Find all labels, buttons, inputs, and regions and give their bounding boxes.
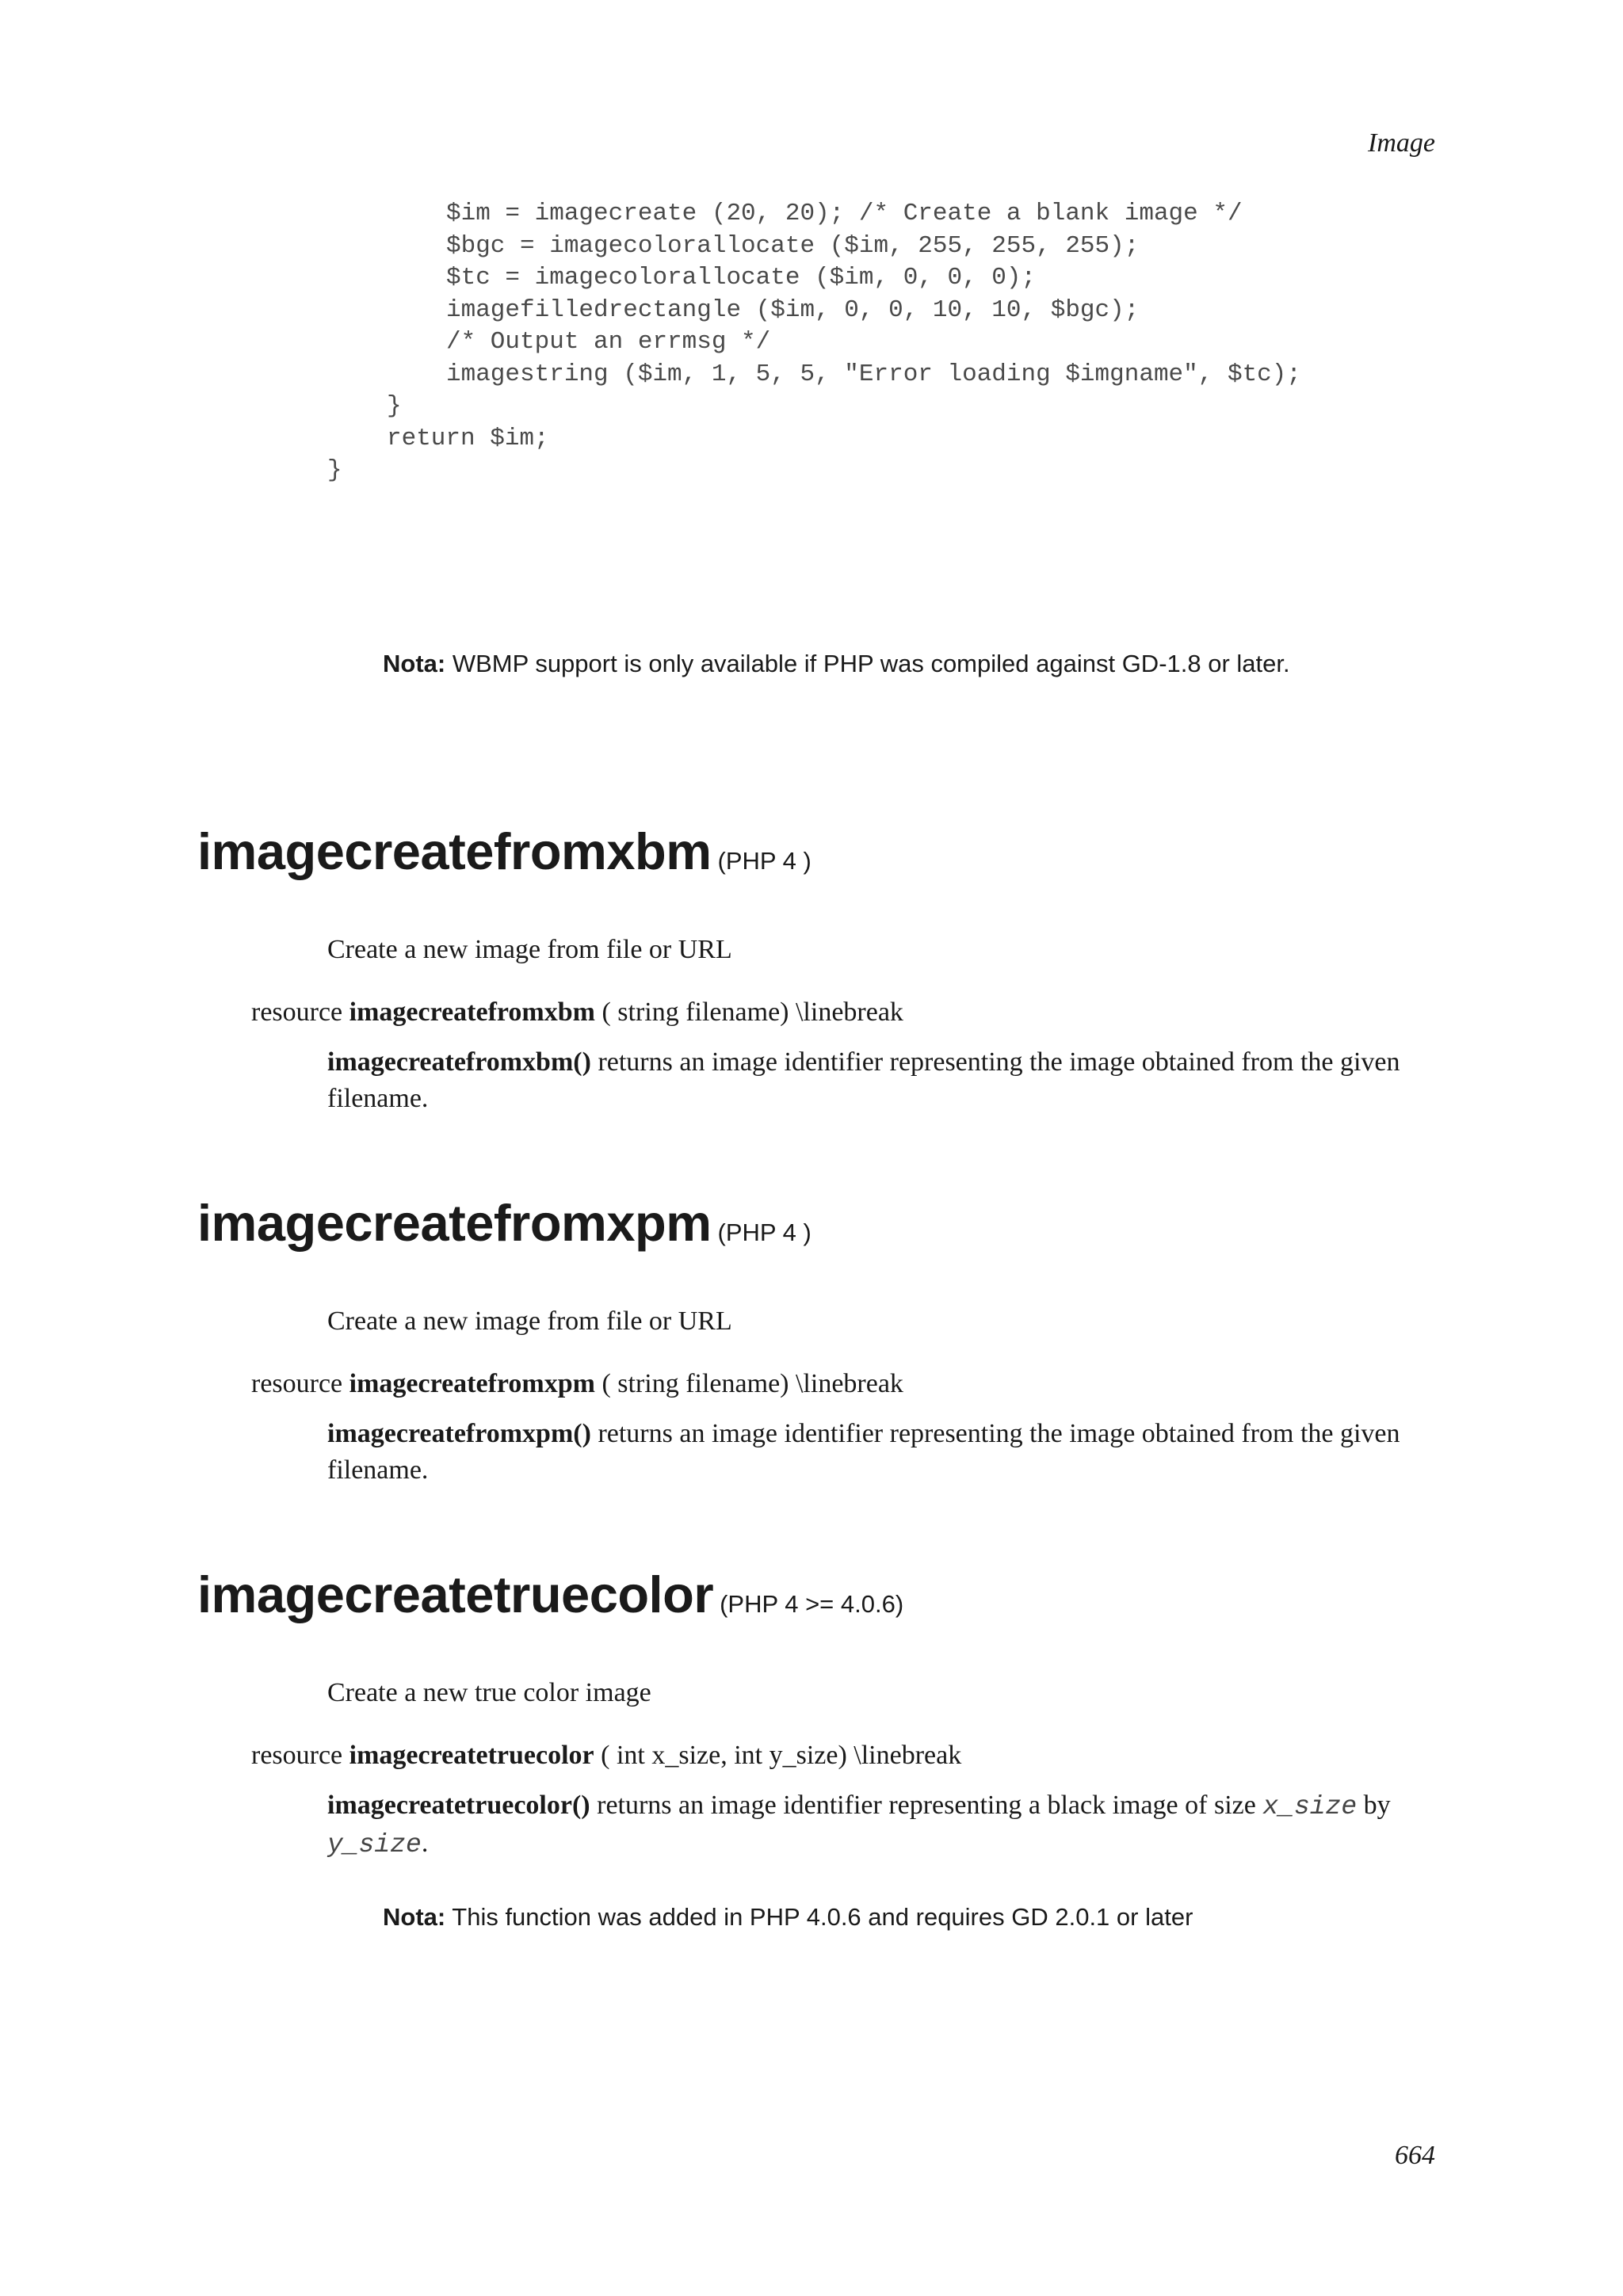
code-line: imagestring ($im, 1, 5, 5, "Error loading $imgname", $tc); <box>446 360 1301 388</box>
code-line: $bgc = imagecolorallocate ($im, 255, 255, 255); <box>446 231 1140 260</box>
function-synopsis <box>251 1741 961 1771</box>
synopsis-args: ( string filename) \linebreak <box>594 1369 903 1398</box>
return-type: resource <box>251 1741 343 1770</box>
code-line: } <box>387 392 402 420</box>
synopsis-args: ( int x_size, int y_size) \linebreak <box>594 1741 962 1770</box>
note-label: Nota: <box>383 1903 446 1931</box>
note-text: This function was added in PHP 4.0.6 and requires GD 2.0.1 or later <box>445 1903 1193 1931</box>
function-version: (PHP 4 ) <box>717 847 812 875</box>
code-line: } <box>327 456 342 484</box>
function-title <box>197 1565 903 1624</box>
desc-function-name: imagecreatefromxbm() <box>327 1047 591 1077</box>
note-wbmp <box>383 650 1290 678</box>
note-label: Nota: <box>383 650 446 677</box>
desc-function-name: imagecreatefromxpm() <box>327 1419 591 1448</box>
synopsis-args: ( string filename) \linebreak <box>594 997 903 1027</box>
function-name: imagecreatetruecolor <box>197 1566 714 1623</box>
code-line: /* Output an errmsg */ <box>446 328 771 356</box>
code-line: return $im; <box>387 424 549 452</box>
function-title <box>197 822 812 881</box>
function-description <box>327 1787 1445 1863</box>
function-description <box>327 1044 1445 1117</box>
function-synopsis <box>251 997 903 1028</box>
return-type: resource <box>251 1369 343 1398</box>
code-line: $im = imagecreate (20, 20); /* Create a blank image */ <box>446 200 1243 227</box>
desc-text: by <box>1357 1791 1391 1820</box>
desc-function-name: imagecreatetruecolor() <box>327 1791 590 1820</box>
function-name: imagecreatefromxpm <box>197 1194 712 1252</box>
function-purpose: Create a new true color image <box>327 1678 651 1707</box>
code-block <box>327 198 1301 487</box>
desc-text: returns an image identifier representing the image obtained from the given filename. <box>327 1419 1400 1485</box>
synopsis-function-name: imagecreatefromxbm <box>349 997 595 1027</box>
desc-text: . <box>421 1829 429 1858</box>
function-version: (PHP 4 >= 4.0.6) <box>720 1590 904 1618</box>
code-line: imagefilledrectangle ($im, 0, 0, 10, 10, $bgc); <box>446 296 1140 324</box>
function-purpose: Create a new image from file or URL <box>327 935 732 964</box>
param-x-size: x_size <box>1262 1792 1358 1821</box>
function-description <box>327 1416 1445 1489</box>
function-name: imagecreatefromxbm <box>197 822 712 880</box>
desc-text: returns an image identifier representing a black image of size <box>590 1791 1263 1820</box>
code-line: $tc = imagecolorallocate ($im, 0, 0, 0); <box>446 264 1037 292</box>
running-header: Image <box>1368 128 1435 158</box>
desc-text: returns an image identifier representing the image obtained from the given filename. <box>327 1047 1400 1113</box>
synopsis-function-name: imagecreatetruecolor <box>349 1741 594 1770</box>
param-y-size: y_size <box>327 1830 422 1859</box>
function-synopsis <box>251 1369 903 1399</box>
note-text: WBMP support is only available if PHP was compiled against GD-1.8 or later. <box>445 650 1290 677</box>
function-version: (PHP 4 ) <box>717 1219 812 1246</box>
return-type: resource <box>251 997 343 1027</box>
page-number: 664 <box>1395 2141 1435 2170</box>
function-purpose: Create a new image from file or URL <box>327 1306 732 1336</box>
function-title <box>197 1193 812 1253</box>
synopsis-function-name: imagecreatefromxpm <box>349 1369 595 1398</box>
note-truecolor <box>383 1903 1193 1932</box>
